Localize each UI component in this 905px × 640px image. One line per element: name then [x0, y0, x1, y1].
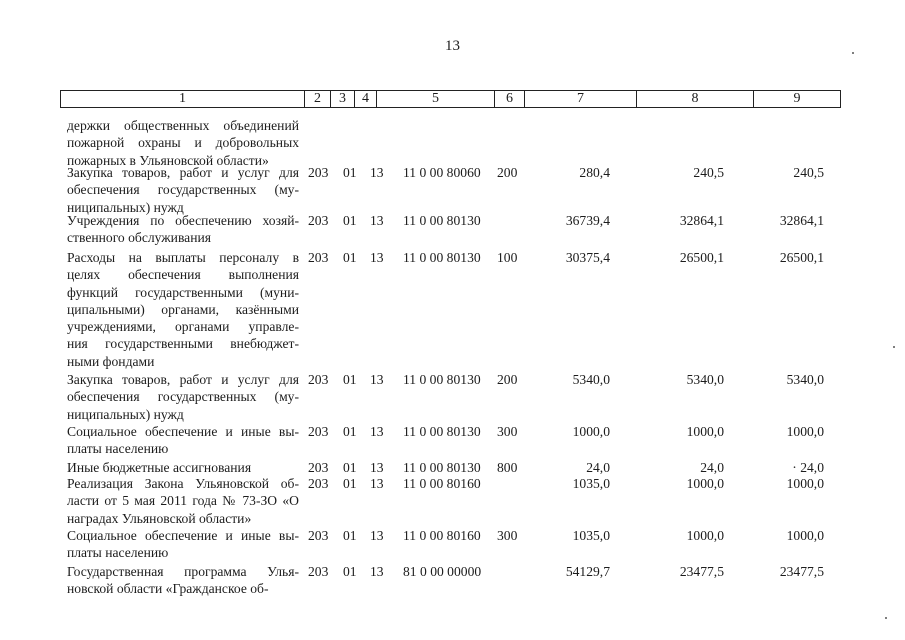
gr-code: 203 — [308, 250, 329, 265]
description-line: ными фондами — [67, 353, 155, 369]
scan-speck — [893, 346, 895, 348]
amount-col-9: 240,5 — [793, 165, 824, 180]
header-col-9: 9 — [793, 91, 801, 106]
description-line: держки общественных объединений — [67, 118, 299, 133]
description-line: ния государственными внебюджет- — [67, 336, 299, 352]
amount-col-9: 1000,0 — [786, 528, 824, 543]
gr-code: 203 — [308, 460, 329, 475]
rz-code: 01 — [343, 165, 357, 180]
header-col-7: 7 — [525, 91, 637, 107]
gr-code: 203 — [308, 528, 329, 543]
gr-code: 203 — [308, 476, 329, 491]
vr-code: 100 — [497, 250, 518, 265]
gr-code: 203 — [308, 564, 329, 579]
description-line: платы населению — [67, 545, 169, 561]
pr-code: 13 — [370, 476, 384, 491]
description-line: учреждениями, органами управле- — [67, 319, 299, 335]
amount-col-9: · 24,0 — [792, 460, 824, 475]
amount-col-7: 24,0 — [586, 460, 610, 475]
pr-code: 13 — [370, 213, 384, 228]
description-line: функций государственными (муни- — [67, 284, 299, 300]
amount-col-8: 1000,0 — [686, 528, 724, 543]
row-description — [67, 527, 299, 562]
csr-code: 11 0 00 80160 — [403, 476, 481, 491]
amount-col-8: 5340,0 — [686, 372, 724, 387]
vr-code: 200 — [497, 165, 518, 180]
csr-code: 11 0 00 80060 — [403, 165, 481, 180]
csr-code: 11 0 00 80130 — [403, 424, 481, 439]
row-description — [67, 212, 299, 247]
header-col-8: 8 — [637, 91, 754, 107]
csr-code: 11 0 00 80130 — [403, 372, 481, 387]
description-line: наградах Ульяновской области» — [67, 510, 252, 526]
vr-code: 300 — [497, 528, 518, 543]
csr-code: 11 0 00 80160 — [403, 528, 481, 543]
amount-col-7: 280,4 — [579, 165, 610, 180]
amount-col-8: 24,0 — [700, 460, 724, 475]
description-line: обеспечения государственных (му- — [67, 182, 299, 198]
amount-col-8: 1000,0 — [686, 476, 724, 491]
header-col-5: 5 — [377, 91, 495, 107]
gr-code: 203 — [308, 165, 329, 180]
scan-speck — [852, 52, 854, 54]
amount-col-7: 1000,0 — [572, 424, 610, 439]
row-description — [67, 563, 299, 598]
amount-col-7: 1035,0 — [572, 476, 610, 491]
description-line: новской области «Гражданское об- — [67, 581, 269, 597]
description-line: Расходы на выплаты персоналу в — [67, 250, 299, 265]
row-description — [67, 117, 299, 169]
description-line: Иные бюджетные ассигнования — [67, 460, 252, 475]
row-description — [67, 459, 299, 476]
amount-col-9: 23477,5 — [779, 564, 824, 579]
description-line: ниципальных) нужд — [67, 406, 184, 422]
vr-code: 300 — [497, 424, 518, 439]
row-description — [67, 371, 299, 423]
description-line: ласти от 5 мая 2011 года № 73-ЗО «О — [67, 493, 299, 509]
row-description — [67, 164, 299, 216]
gr-code: 203 — [308, 213, 329, 228]
rz-code: 01 — [343, 213, 357, 228]
description-line: Закупка товаров, работ и услуг для — [67, 372, 299, 387]
description-line: Социальное обеспечение и иные вы- — [67, 424, 299, 439]
amount-col-7: 54129,7 — [565, 564, 610, 579]
amount-col-8: 240,5 — [693, 165, 724, 180]
pr-code: 13 — [370, 564, 384, 579]
csr-code: 11 0 00 80130 — [403, 213, 481, 228]
description-line: ципальными) органами, казёнными — [67, 301, 299, 317]
amount-col-8: 26500,1 — [679, 250, 724, 265]
description-line: Закупка товаров, работ и услуг для — [67, 165, 299, 180]
row-description — [67, 249, 299, 370]
amount-col-9: 5340,0 — [786, 372, 824, 387]
pr-code: 13 — [370, 424, 384, 439]
description-line: пожарной охраны и добровольных — [67, 135, 299, 151]
rz-code: 01 — [343, 476, 357, 491]
description-line: Социальное обеспечение и иные вы- — [67, 528, 299, 543]
pr-code: 13 — [370, 250, 384, 265]
header-col-3: 3 — [331, 91, 355, 107]
rz-code: 01 — [343, 372, 357, 387]
amount-col-9: 1000,0 — [786, 424, 824, 439]
rz-code: 01 — [343, 564, 357, 579]
description-line: Государственная программа Улья- — [67, 564, 299, 579]
pr-code: 13 — [370, 528, 384, 543]
amount-col-8: 32864,1 — [679, 213, 724, 228]
csr-code: 11 0 00 80130 — [403, 250, 481, 265]
amount-col-7: 36739,4 — [565, 213, 610, 228]
description-line: Реализация Закона Ульяновской об- — [67, 476, 299, 491]
amount-col-9: 32864,1 — [779, 213, 824, 228]
description-line: обеспечения государственных (му- — [67, 389, 299, 405]
header-col-4: 4 — [355, 91, 377, 107]
row-description — [67, 475, 299, 527]
gr-code: 203 — [308, 372, 329, 387]
amount-col-7: 5340,0 — [572, 372, 610, 387]
vr-code: 800 — [497, 460, 518, 475]
description-line: платы населению — [67, 441, 169, 457]
rz-code: 01 — [343, 424, 357, 439]
pr-code: 13 — [370, 460, 384, 475]
csr-code: 11 0 00 80130 — [403, 460, 481, 475]
header-col-2: 2 — [305, 91, 331, 107]
pr-code: 13 — [370, 372, 384, 387]
csr-code: 81 0 00 00000 — [403, 564, 482, 579]
amount-col-7: 30375,4 — [565, 250, 610, 265]
table-header-row — [60, 90, 841, 108]
amount-col-7: 1035,0 — [572, 528, 610, 543]
scan-speck — [885, 617, 887, 619]
description-line: Учреждения по обеспечению хозяй- — [67, 213, 299, 228]
rz-code: 01 — [343, 250, 357, 265]
description-line: ственного обслуживания — [67, 230, 212, 246]
description-line: пожарных в Ульяновской области» — [67, 152, 269, 168]
pr-code: 13 — [370, 165, 384, 180]
page-number: 13 — [445, 38, 460, 54]
rz-code: 01 — [343, 460, 357, 475]
row-description — [67, 423, 299, 458]
header-col-1: 1 — [61, 91, 305, 107]
description-line: ниципальных) нужд — [67, 199, 184, 215]
amount-col-9: 1000,0 — [786, 476, 824, 491]
header-col-6: 6 — [495, 91, 525, 107]
description-line: целях обеспечения выполнения — [67, 267, 299, 283]
amount-col-8: 23477,5 — [679, 564, 724, 579]
amount-col-9: 26500,1 — [779, 250, 824, 265]
gr-code: 203 — [308, 424, 329, 439]
rz-code: 01 — [343, 528, 357, 543]
amount-col-8: 1000,0 — [686, 424, 724, 439]
vr-code: 200 — [497, 372, 518, 387]
